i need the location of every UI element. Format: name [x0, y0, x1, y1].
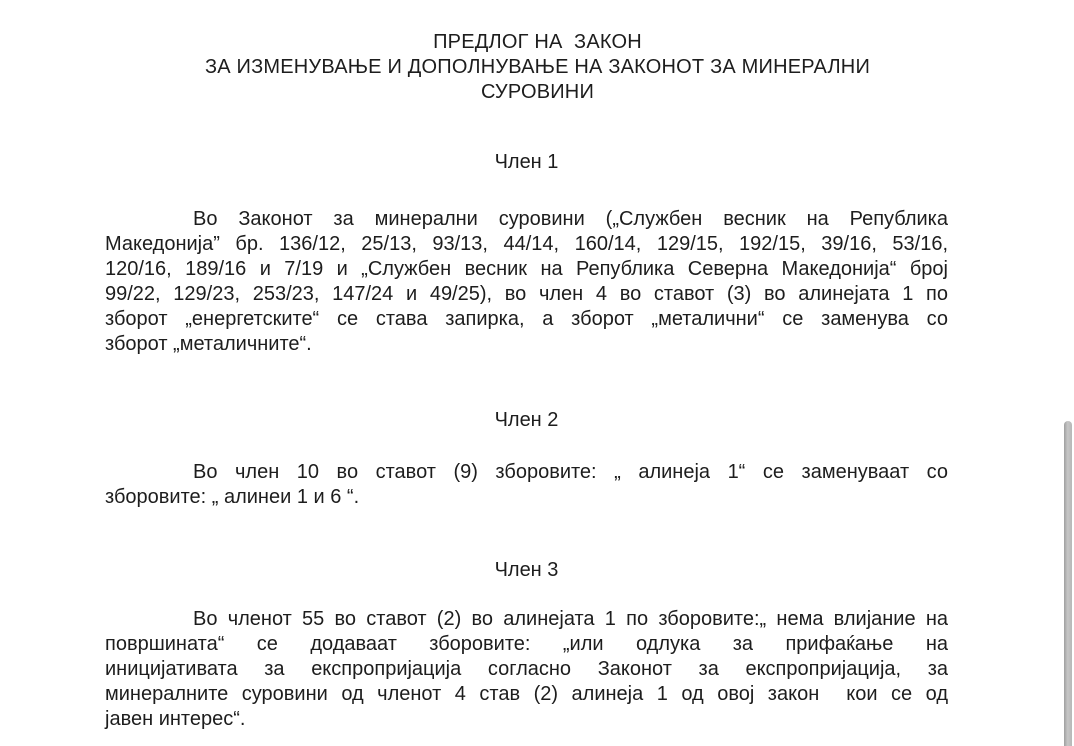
paragraph-line: Во членот 55 во ставот (2) во алинејата 1 по зборовите:„ нема влијание на — [193, 608, 948, 630]
paragraph-line: Во член 10 во ставот (9) зборовите: „ алинеја 1“ се заменуваат со — [193, 461, 948, 483]
paragraph-line: 120/16, 189/16 и 7/19 и „Службен весник на Република Северна Македонија“ број — [105, 258, 948, 280]
article-section-2 — [105, 408, 948, 510]
scrollbar-thumb[interactable] — [1064, 421, 1072, 746]
paragraph-line: зборот „енергетските“ се става запирка, а зборот „металични“ се заменува со — [105, 308, 948, 330]
paragraph-line: иницијативата за експропријација согласно Законот за експропријација, за — [105, 658, 948, 680]
article-section-1 — [105, 150, 948, 357]
document-title — [116, 30, 959, 105]
article-heading: Член 3 — [494, 559, 559, 581]
article-heading: Член 2 — [494, 409, 559, 431]
paragraph-line: Во Законот за минерални суровини („Службен весник на Република — [193, 208, 948, 230]
paragraph-line: површината“ се додаваат зборовите: „или одлука за прифаќање на — [105, 633, 948, 655]
article-paragraph — [105, 460, 948, 510]
paragraph-line: зборот „металичните“. — [105, 333, 312, 355]
article-section-3 — [105, 558, 948, 732]
document-title-line: СУРОВИНИ — [480, 81, 595, 103]
article-paragraph — [105, 207, 948, 357]
paragraph-line: 99/22, 129/23, 253/23, 147/24 и 49/25), во член 4 во ставот (3) во алинејата 1 по — [105, 283, 948, 305]
paragraph-line: јавен интерес“. — [105, 708, 246, 730]
paragraph-line: Македонија” бр. 136/12, 25/13, 93/13, 44/14, 160/14, 129/15, 192/15, 39/16, 53/16, — [105, 233, 948, 255]
document-title-line: ПРЕДЛОГ НА ЗАКОН — [433, 31, 642, 53]
paragraph-line: зборовите: „ алинеи 1 и 6 “. — [105, 486, 360, 508]
article-paragraph — [105, 607, 948, 732]
article-heading: Член 1 — [494, 151, 559, 173]
paragraph-line: минералните суровини од членот 4 став (2) алинеја 1 од овој закон кои се од — [105, 683, 948, 705]
document-title-line: ЗА ИЗМЕНУВАЊЕ И ДОПОЛНУВАЊЕ НА ЗАКОНОТ ЗА МИНЕРАЛНИ — [204, 56, 871, 78]
